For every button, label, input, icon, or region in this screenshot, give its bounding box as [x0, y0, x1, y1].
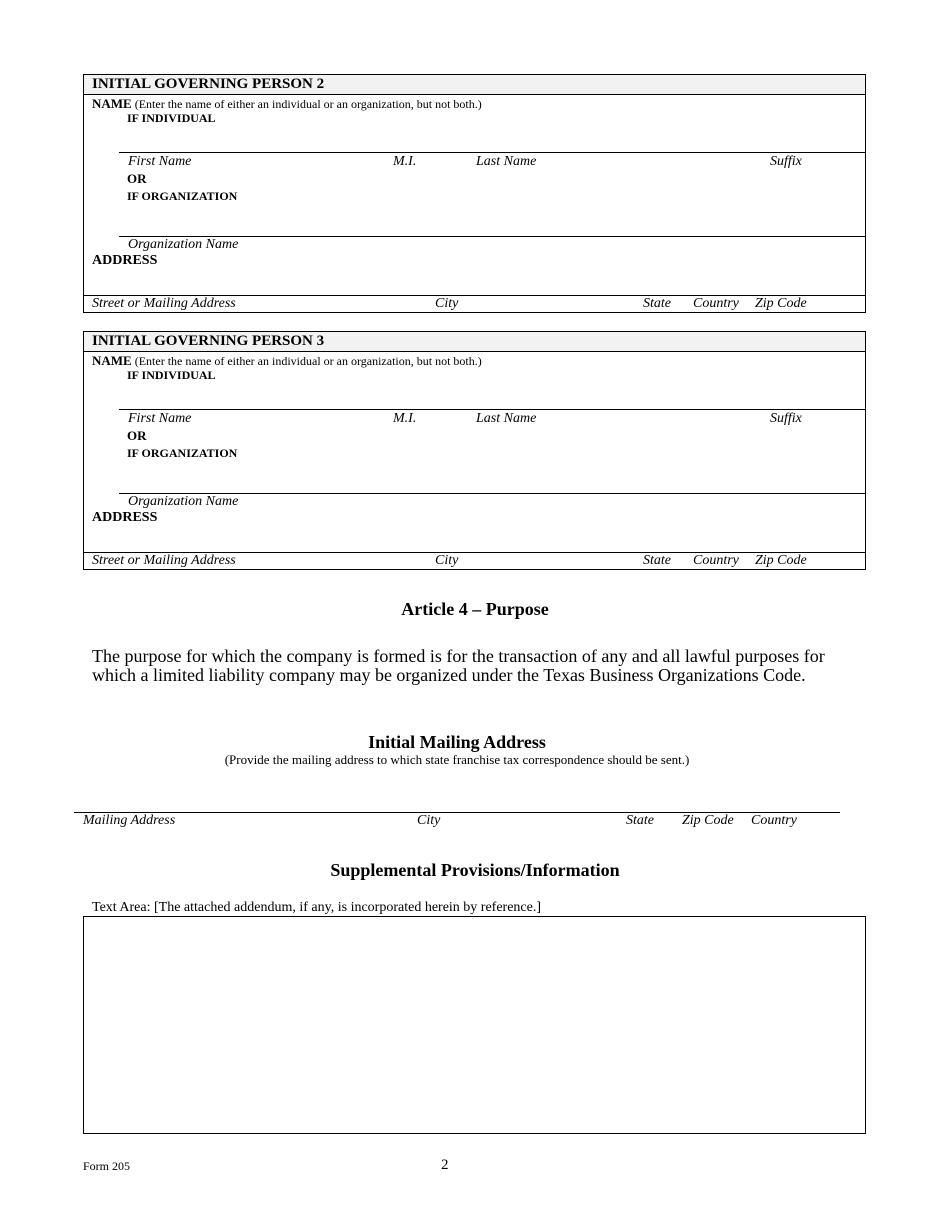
mailing-zip-label: Zip Code	[682, 813, 734, 828]
organization-name-label: Organization Name	[128, 237, 239, 252]
organization-name-label: Organization Name	[128, 494, 239, 509]
suffix-label: Suffix	[770, 411, 802, 426]
if-organization-label: IF ORGANIZATION	[127, 446, 238, 460]
mailing-address-instruction: (Provide the mailing address to which state franchise tax correspondence should be sent.)	[224, 752, 690, 767]
individual-name-input-line[interactable]	[119, 409, 865, 410]
if-organization-label: IF ORGANIZATION	[127, 189, 238, 203]
name-instruction: (Enter the name of either an individual or an organization, but not both.)	[134, 97, 482, 111]
state-label: State	[643, 553, 671, 568]
supplemental-heading: Supplemental Provisions/Information	[330, 860, 620, 880]
city-label: City	[435, 296, 459, 311]
street-label: Street or Mailing Address	[92, 553, 236, 568]
governing-person-3-section	[83, 331, 866, 570]
name-label-row	[92, 96, 482, 112]
if-individual-label: IF INDIVIDUAL	[127, 111, 216, 125]
address-label: ADDRESS	[92, 510, 158, 525]
text-area-label: Text Area: [The attached addendum, if any, is incorporated herein by reference.]	[92, 900, 542, 915]
last-name-label: Last Name	[476, 411, 537, 426]
suffix-label: Suffix	[770, 154, 802, 169]
mailing-city-label: City	[417, 813, 441, 828]
street-label: Street or Mailing Address	[92, 296, 236, 311]
first-name-label: First Name	[128, 154, 192, 169]
state-label: State	[643, 296, 671, 311]
section-heading: INITIAL GOVERNING PERSON 3	[84, 332, 865, 352]
section-heading: INITIAL GOVERNING PERSON 2	[84, 75, 865, 95]
individual-name-input-line[interactable]	[119, 152, 865, 153]
zip-code-label: Zip Code	[755, 553, 807, 568]
zip-code-label: Zip Code	[755, 296, 807, 311]
governing-person-2-section	[83, 74, 866, 313]
or-label: OR	[127, 428, 147, 443]
purpose-line-2: which a limited liability company may be organized under the Texas Business Organizations Code.	[92, 665, 806, 685]
page-number: 2	[441, 1157, 449, 1173]
country-label: Country	[693, 296, 739, 311]
mailing-country-label: Country	[751, 813, 797, 828]
or-label: OR	[127, 171, 147, 186]
mailing-address-label: Mailing Address	[83, 813, 176, 828]
if-individual-label: IF INDIVIDUAL	[127, 368, 216, 382]
mailing-state-label: State	[626, 813, 654, 828]
country-label: Country	[693, 553, 739, 568]
form-number: Form 205	[83, 1159, 131, 1173]
last-name-label: Last Name	[476, 154, 537, 169]
mi-label: M.I.	[393, 154, 417, 169]
mailing-address-heading: Initial Mailing Address	[368, 732, 546, 752]
name-instruction: (Enter the name of either an individual or an organization, but not both.)	[134, 354, 482, 368]
address-label: ADDRESS	[92, 253, 158, 268]
article-4-heading: Article 4 – Purpose	[401, 599, 549, 619]
name-label-row	[92, 353, 482, 369]
purpose-line-1: The purpose for which the company is formed is for the transaction of any and all lawful purposes for	[92, 646, 825, 666]
name-label: NAME	[92, 96, 132, 111]
city-label: City	[435, 553, 459, 568]
first-name-label: First Name	[128, 411, 192, 426]
mi-label: M.I.	[393, 411, 417, 426]
name-label: NAME	[92, 353, 132, 368]
supplemental-text-area[interactable]	[83, 916, 866, 1134]
